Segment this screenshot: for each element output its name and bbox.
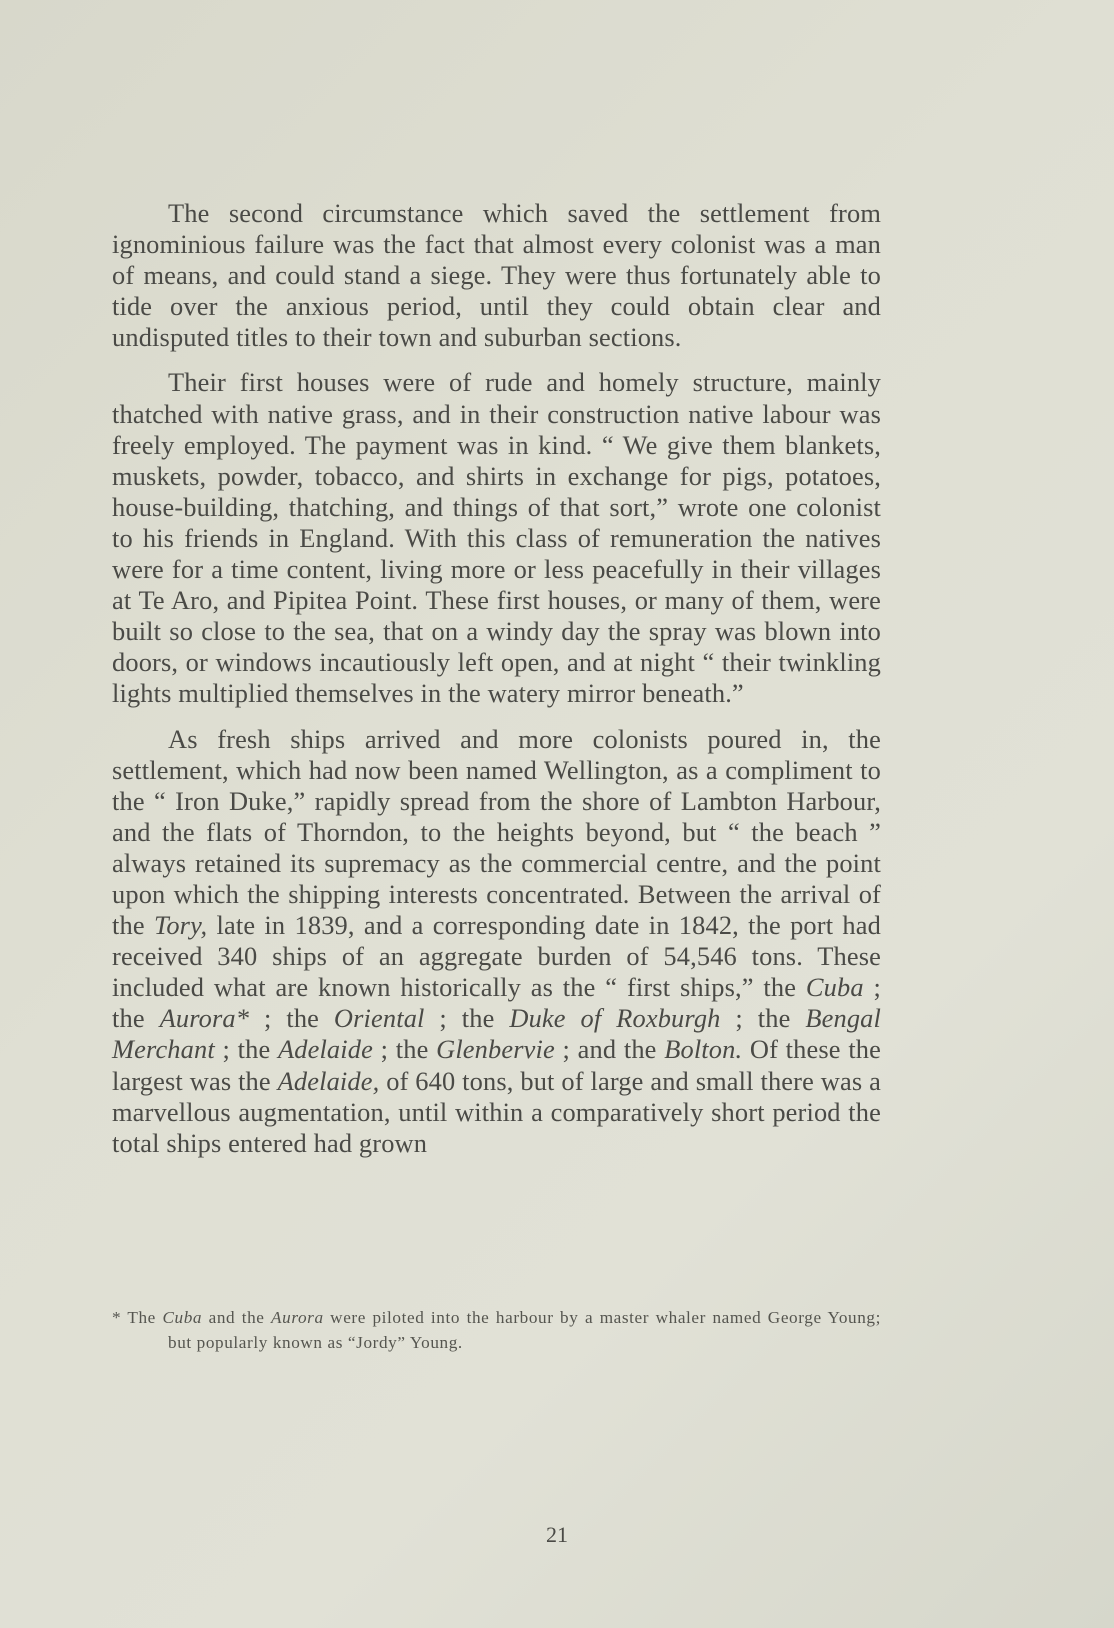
italic-text: Duke of Roxburgh: [509, 1003, 721, 1034]
text-run: * The: [112, 1308, 163, 1327]
paragraph-2: [112, 367, 881, 709]
text-run: late in 1839, and a corresponding date in 1842, the port had received 340 ships of an aggregate burden of 54,546 tons. These included what are known historically as the “ first ships,” the: [112, 910, 881, 1003]
text-run: ; the: [214, 1034, 278, 1065]
italic-text: Oriental: [333, 1003, 425, 1034]
text-run: ; the: [424, 1003, 510, 1034]
italic-text: Aurora: [271, 1308, 324, 1327]
text-run: ; the: [249, 1003, 334, 1034]
italic-text: Tory,: [153, 910, 208, 941]
text-run: As fresh ships arrived and more colonists poured in, the settlement, which had now been named Wellington, as a compliment to the “ Iron Duke,” rapidly spread from the shore of Lambton Harbour, and the flats of Thorndon, to the heights beyond, but “ the beach ” always retained its supremacy as the commercial centre, and the point upon which the shipping interests concentrated. Between the arrival of the: [112, 723, 881, 941]
italic-text: Aurora*: [159, 1003, 250, 1034]
paragraph-3: [112, 724, 881, 1159]
italic-text: Bengal Merchant: [112, 1003, 881, 1065]
italic-text: Glenbervie: [436, 1034, 555, 1065]
text-run: and the: [202, 1308, 272, 1327]
text-run: ; the: [372, 1034, 437, 1065]
page-number: 21: [546, 1522, 568, 1547]
italic-text: Adelaide: [277, 1034, 373, 1065]
italic-text: Adelaide,: [277, 1065, 380, 1096]
text-run: were piloted into the harbour by a master whaler named George Young; but popularly known as “Jordy” Young.: [168, 1308, 881, 1352]
text-run: ; and the: [554, 1034, 665, 1065]
text-run: ; the: [112, 972, 881, 1034]
italic-text: Cuba: [805, 972, 864, 1003]
text-run: ; the: [720, 1003, 806, 1034]
footnote: [112, 1306, 881, 1355]
italic-text: Bolton.: [664, 1034, 743, 1065]
text-run: of 640 tons, but of large and small there was a marvellous augmentation, until within a comparatively short period the total ships entered had grown: [112, 1065, 881, 1158]
italic-text: Cuba: [162, 1308, 203, 1327]
text-run: Of these the largest was the: [112, 1034, 882, 1096]
text-run: The second circumstance which saved the settlement from ignominious failure was the fact that almost every colonist was a man of means, and could stand a siege. They were thus fortunately able to tide over the anxious period, until they could obtain clear and undisputed titles to their town and suburban sections.: [112, 198, 881, 353]
text-run: Their first houses were of rude and homely structure, mainly thatched with native grass, and in their construction native labour was freely employed. The payment was in kind. “ We give them blankets, muskets, powder, tobacco, and shirts in exchange for pigs, potatoes, house-building, thatching, and things of that sort,” wrote one colonist to his friends in England. With this class of remuneration the natives were for a time content, living more or less peacefully in their villages at Te Aro, and Pipitea Point. These first houses, or many of them, were built so close to the sea, that on a windy day the spray was blown into doors, or windows incautiously left open, and at night “ their twinkling lights multiplied themselves in the watery mirror beneath.”: [112, 367, 881, 709]
body-text: [112, 198, 881, 1159]
paragraph-1: [112, 198, 881, 353]
